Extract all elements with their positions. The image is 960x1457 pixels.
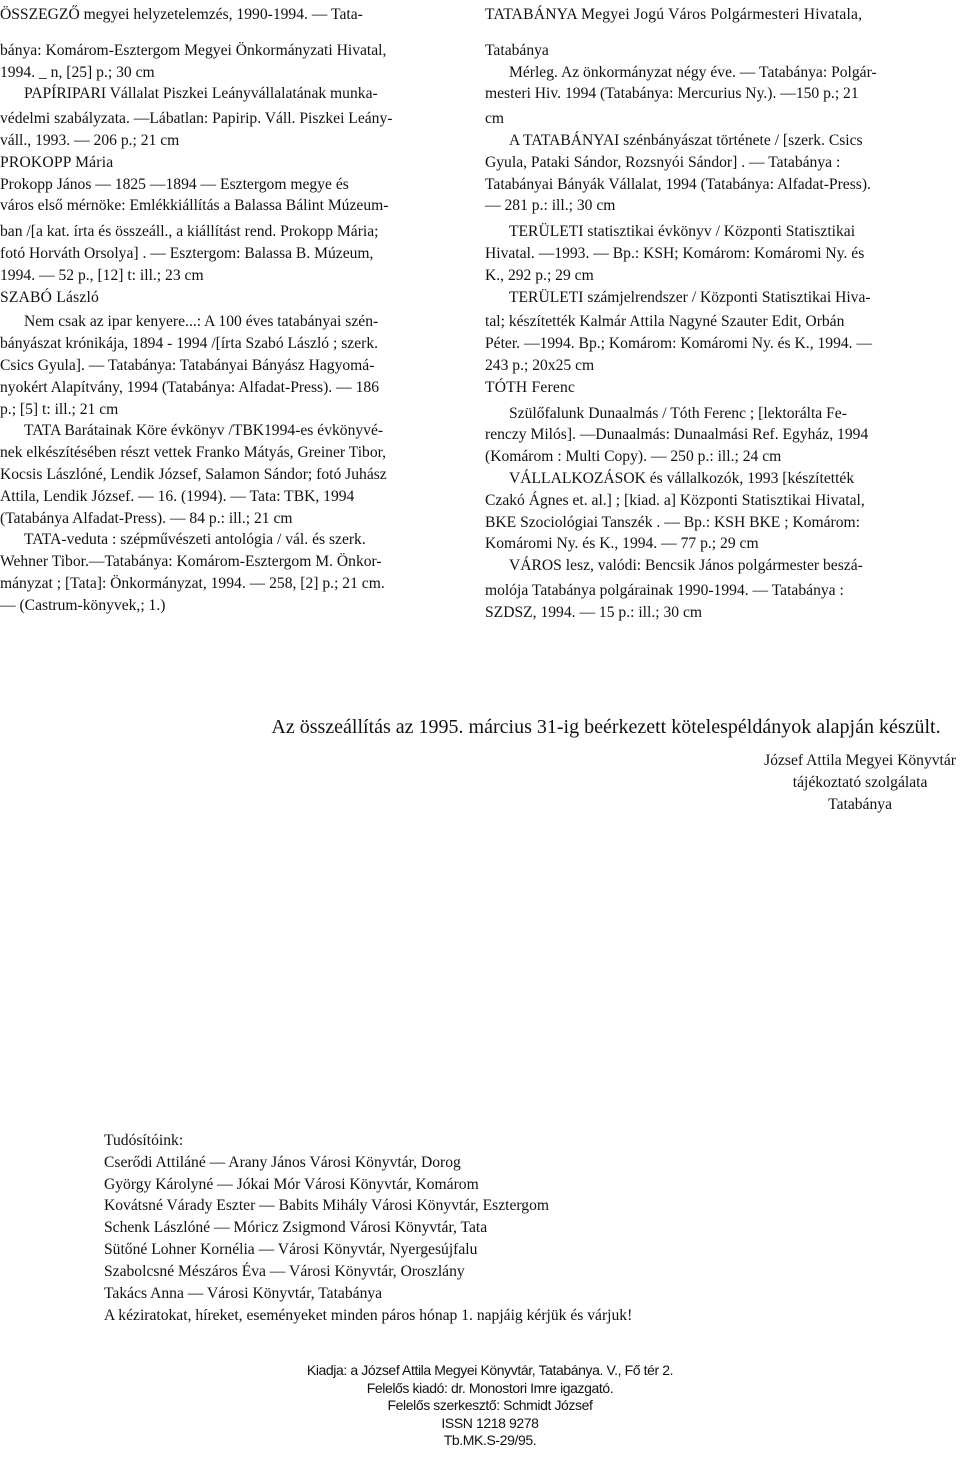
entry-line: Hivatal. —1993. — Bp.: KSH; Komárom: Komáromi Ny. és <box>485 244 865 262</box>
entry-line: nyokért Alapítvány, 1994 (Tatabánya: Alfadat-Press). — 186 <box>0 378 379 396</box>
signature-block <box>764 750 956 815</box>
entry-line: ÖSSZEGZŐ megyei helyzetelemzés, 1990-1994. — Tata- <box>0 6 363 23</box>
entry-line: Tatabánya <box>485 41 549 59</box>
entry-line: — (Castrum-könyvek,; 1.) <box>0 596 166 614</box>
entry-line: Gyula, Pataki Sándor, Rozsnyói Sándor] . — Tatabánya : <box>485 153 841 171</box>
entry-line: PAPÍRIPARI Vállalat Piszkei Leányvállalatának munka- <box>24 85 378 103</box>
right-column <box>485 4 959 624</box>
imprint-line: Felelős szerkesztő: Schmidt József <box>387 1397 593 1413</box>
entry-line: 1994. — 52 p., [12] t: ill.; 23 cm <box>0 266 204 284</box>
entry-heading: TÓTH Ferenc <box>485 378 576 396</box>
entry-line: Kocsis Lászlóné, Lendik József, Salamon Sándor; fotó Juhász <box>0 465 387 483</box>
entry-line: Wehner Tibor.—Tatabánya: Komárom-Esztergom M. Önkor- <box>0 553 382 571</box>
summary-statement: Az összeállítás az 1995. március 31-ig beérkezett kötelespéldányok alapján készült. <box>271 716 941 738</box>
entry-line: (Tatabánya Alfadat-Press). — 84 p.: ill.; 21 cm <box>0 509 293 527</box>
entry-line: — 281 p.: ill.; 30 cm <box>485 197 616 215</box>
entry-line: TATA Barátainak Köre évkönyv /TBK1994-es évkönyvé- <box>24 422 384 440</box>
entry-line: Tatabányai Bányák Vállalat, 1994 (Tatabánya: Alfadat-Press). <box>485 175 871 193</box>
entry-line: bányászat krónikája, 1894 - 1994 /[írta Szabó László ; szerk. <box>0 335 379 353</box>
correspondent-line: Cserődi Attiláné — Arany János Városi Könyvtár, Dorog <box>104 1153 461 1171</box>
entry-line: p.; [5] t: ill.; 21 cm <box>0 400 119 418</box>
imprint-line: Kiadja: a József Attila Megyei Könyvtár, Tatabánya. V., Fő tér 2. <box>306 1362 674 1378</box>
correspondent-line: Sütőné Lohner Kornélia — Városi Könyvtár, Nyergesújfalu <box>104 1240 478 1258</box>
entry-line: Nem csak az ipar kenyere...: A 100 éves tatabányai szén- <box>24 313 379 331</box>
imprint-line: Tb.MK.S-29/95. <box>443 1432 537 1448</box>
entry-line: tal; készítették Kalmár Attila Nagyné Szauter Edit, Orbán <box>485 313 845 331</box>
entry-line: TERÜLETI számjelrendszer / Központi Statisztikai Hiva- <box>509 288 871 306</box>
entry-line: bánya: Komárom-Esztergom Megyei Önkormányzati Hivatal, <box>0 41 387 59</box>
entry-heading: SZABÓ László <box>0 288 99 306</box>
entry-line: Mérleg. Az önkormányzat négy éve. — Tatabánya: Polgár- <box>509 63 877 81</box>
entry-line: renczy Milós]. —Dunaalmás: Dunaalmási Ref. Egyház, 1994 <box>485 426 869 444</box>
submission-request: A kéziratokat, híreket, eseményeket minden páros hónap 1. napjáig kérjük és várjuk! <box>104 1307 633 1324</box>
entry-line: védelmi szabályzata. —Lábatlan: Papirip. Váll. Piszkei Leány- <box>0 110 393 128</box>
entry-line: K., 292 p.; 29 cm <box>485 266 594 284</box>
correspondents-block <box>104 1130 549 1304</box>
entry-line: Attila, Lendik József. — 16. (1994). — Tata: TBK, 1994 <box>0 487 355 505</box>
correspondent-line: Schenk Lászlóné — Móricz Zsigmond Városi Könyvtár, Tata <box>104 1219 488 1237</box>
entry-line: Szülőfalunk Dunaalmás / Tóth Ferenc ; [lektorálta Fe- <box>509 404 847 422</box>
left-column <box>0 4 478 617</box>
entry-line: 1994. _ n, [25] p.; 30 cm <box>0 63 155 81</box>
entry-line: város első mérnöke: Emlékkiállítás a Balassa Bálint Múzeum- <box>0 197 389 215</box>
entry-line: nek elkészítésében részt vettek Franko Mátyás, Greiner Tibor, <box>0 444 387 462</box>
entry-line: VÁROS lesz, valódi: Bencsik János polgármester beszá- <box>509 557 863 575</box>
correspondent-line: Szabolcsné Mészáros Éva — Városi Könyvtár, Oroszlány <box>104 1262 465 1280</box>
entry-line: 243 p.; 20x25 cm <box>485 356 595 374</box>
entry-line: ban /[a kat. írta és összeáll., a kiállítást rend. Prokopp Mária; <box>0 223 379 241</box>
signature-line: tájékoztató szolgálata <box>792 773 928 791</box>
correspondent-line: Kovátsné Várady Eszter — Babits Mihály Városi Könyvtár, Esztergom <box>104 1197 550 1215</box>
entry-line: molója Tatabánya polgárainak 1990-1994. — Tatabánya : <box>485 581 844 599</box>
entry-heading: TATABÁNYA Megyei Jogú Város Polgármesteri Hivatala, <box>485 6 863 23</box>
signature-line: Tatabánya <box>828 795 892 813</box>
entry-line: Prokopp János — 1825 —1894 — Esztergom megye és <box>0 175 349 193</box>
entry-line: SZDSZ, 1994. — 15 p.: ill.; 30 cm <box>485 603 703 621</box>
entry-line: mányzat ; [Tata]: Önkormányzat, 1994. — 258, [2] p.; 21 cm. <box>0 574 385 592</box>
entry-line: (Komárom : Multi Copy). — 250 p.: ill.; 24 cm <box>485 448 782 466</box>
correspondents-title: Tudósítóink: <box>104 1132 184 1149</box>
entry-line: TATA-veduta : szépművészeti antológia / vál. és szerk. <box>24 531 366 549</box>
imprint-block <box>0 1362 960 1450</box>
correspondent-line: Takács Anna — Városi Könyvtár, Tatabánya <box>104 1284 383 1302</box>
entry-line: VÁLLALKOZÁSOK és vállalkozók, 1993 [készítették <box>509 469 855 487</box>
entry-line: BKE Szociológiai Tanszék . — Bp.: KSH BKE ; Komárom: <box>485 513 861 531</box>
entry-line: váll., 1993. — 206 p.; 21 cm <box>0 131 180 149</box>
imprint-line: ISSN 1218 9278 <box>441 1414 539 1431</box>
entry-line: Czakó Ágnes et. al.] ; [kiad. a] Központi Statisztikai Hivatal, <box>485 491 865 509</box>
entry-line: Csics Gyula]. — Tatabánya: Tatabányai Bányász Hagyomá- <box>0 356 375 374</box>
entry-heading: PROKOPP Mária <box>0 153 114 171</box>
entry-line: Péter. —1994. Bp.; Komárom: Komáromi Ny. és K., 1994. — <box>485 335 873 353</box>
entry-line: fotó Horváth Orsolya] . — Esztergom: Balassa B. Múzeum, <box>0 244 374 262</box>
imprint-line: Felelős kiadó: dr. Monostori Imre igazgató. <box>366 1379 614 1396</box>
signature-line: József Attila Megyei Könyvtár <box>764 752 956 769</box>
correspondent-line: György Károlyné — Jókai Mór Városi Könyvtár, Komárom <box>104 1175 479 1193</box>
entry-line: cm <box>485 110 505 128</box>
entry-line: TERÜLETI statisztikai évkönyv / Központi Statisztikai <box>509 223 856 241</box>
entry-line: mesteri Hiv. 1994 (Tatabánya: Mercurius Ny.). —150 p.; 21 <box>485 85 859 103</box>
entry-line: A TATABÁNYAI szénbányászat története / [szerk. Csics <box>509 131 863 149</box>
entry-line: Komáromi Ny. és K., 1994. — 77 p.; 29 cm <box>485 535 759 553</box>
